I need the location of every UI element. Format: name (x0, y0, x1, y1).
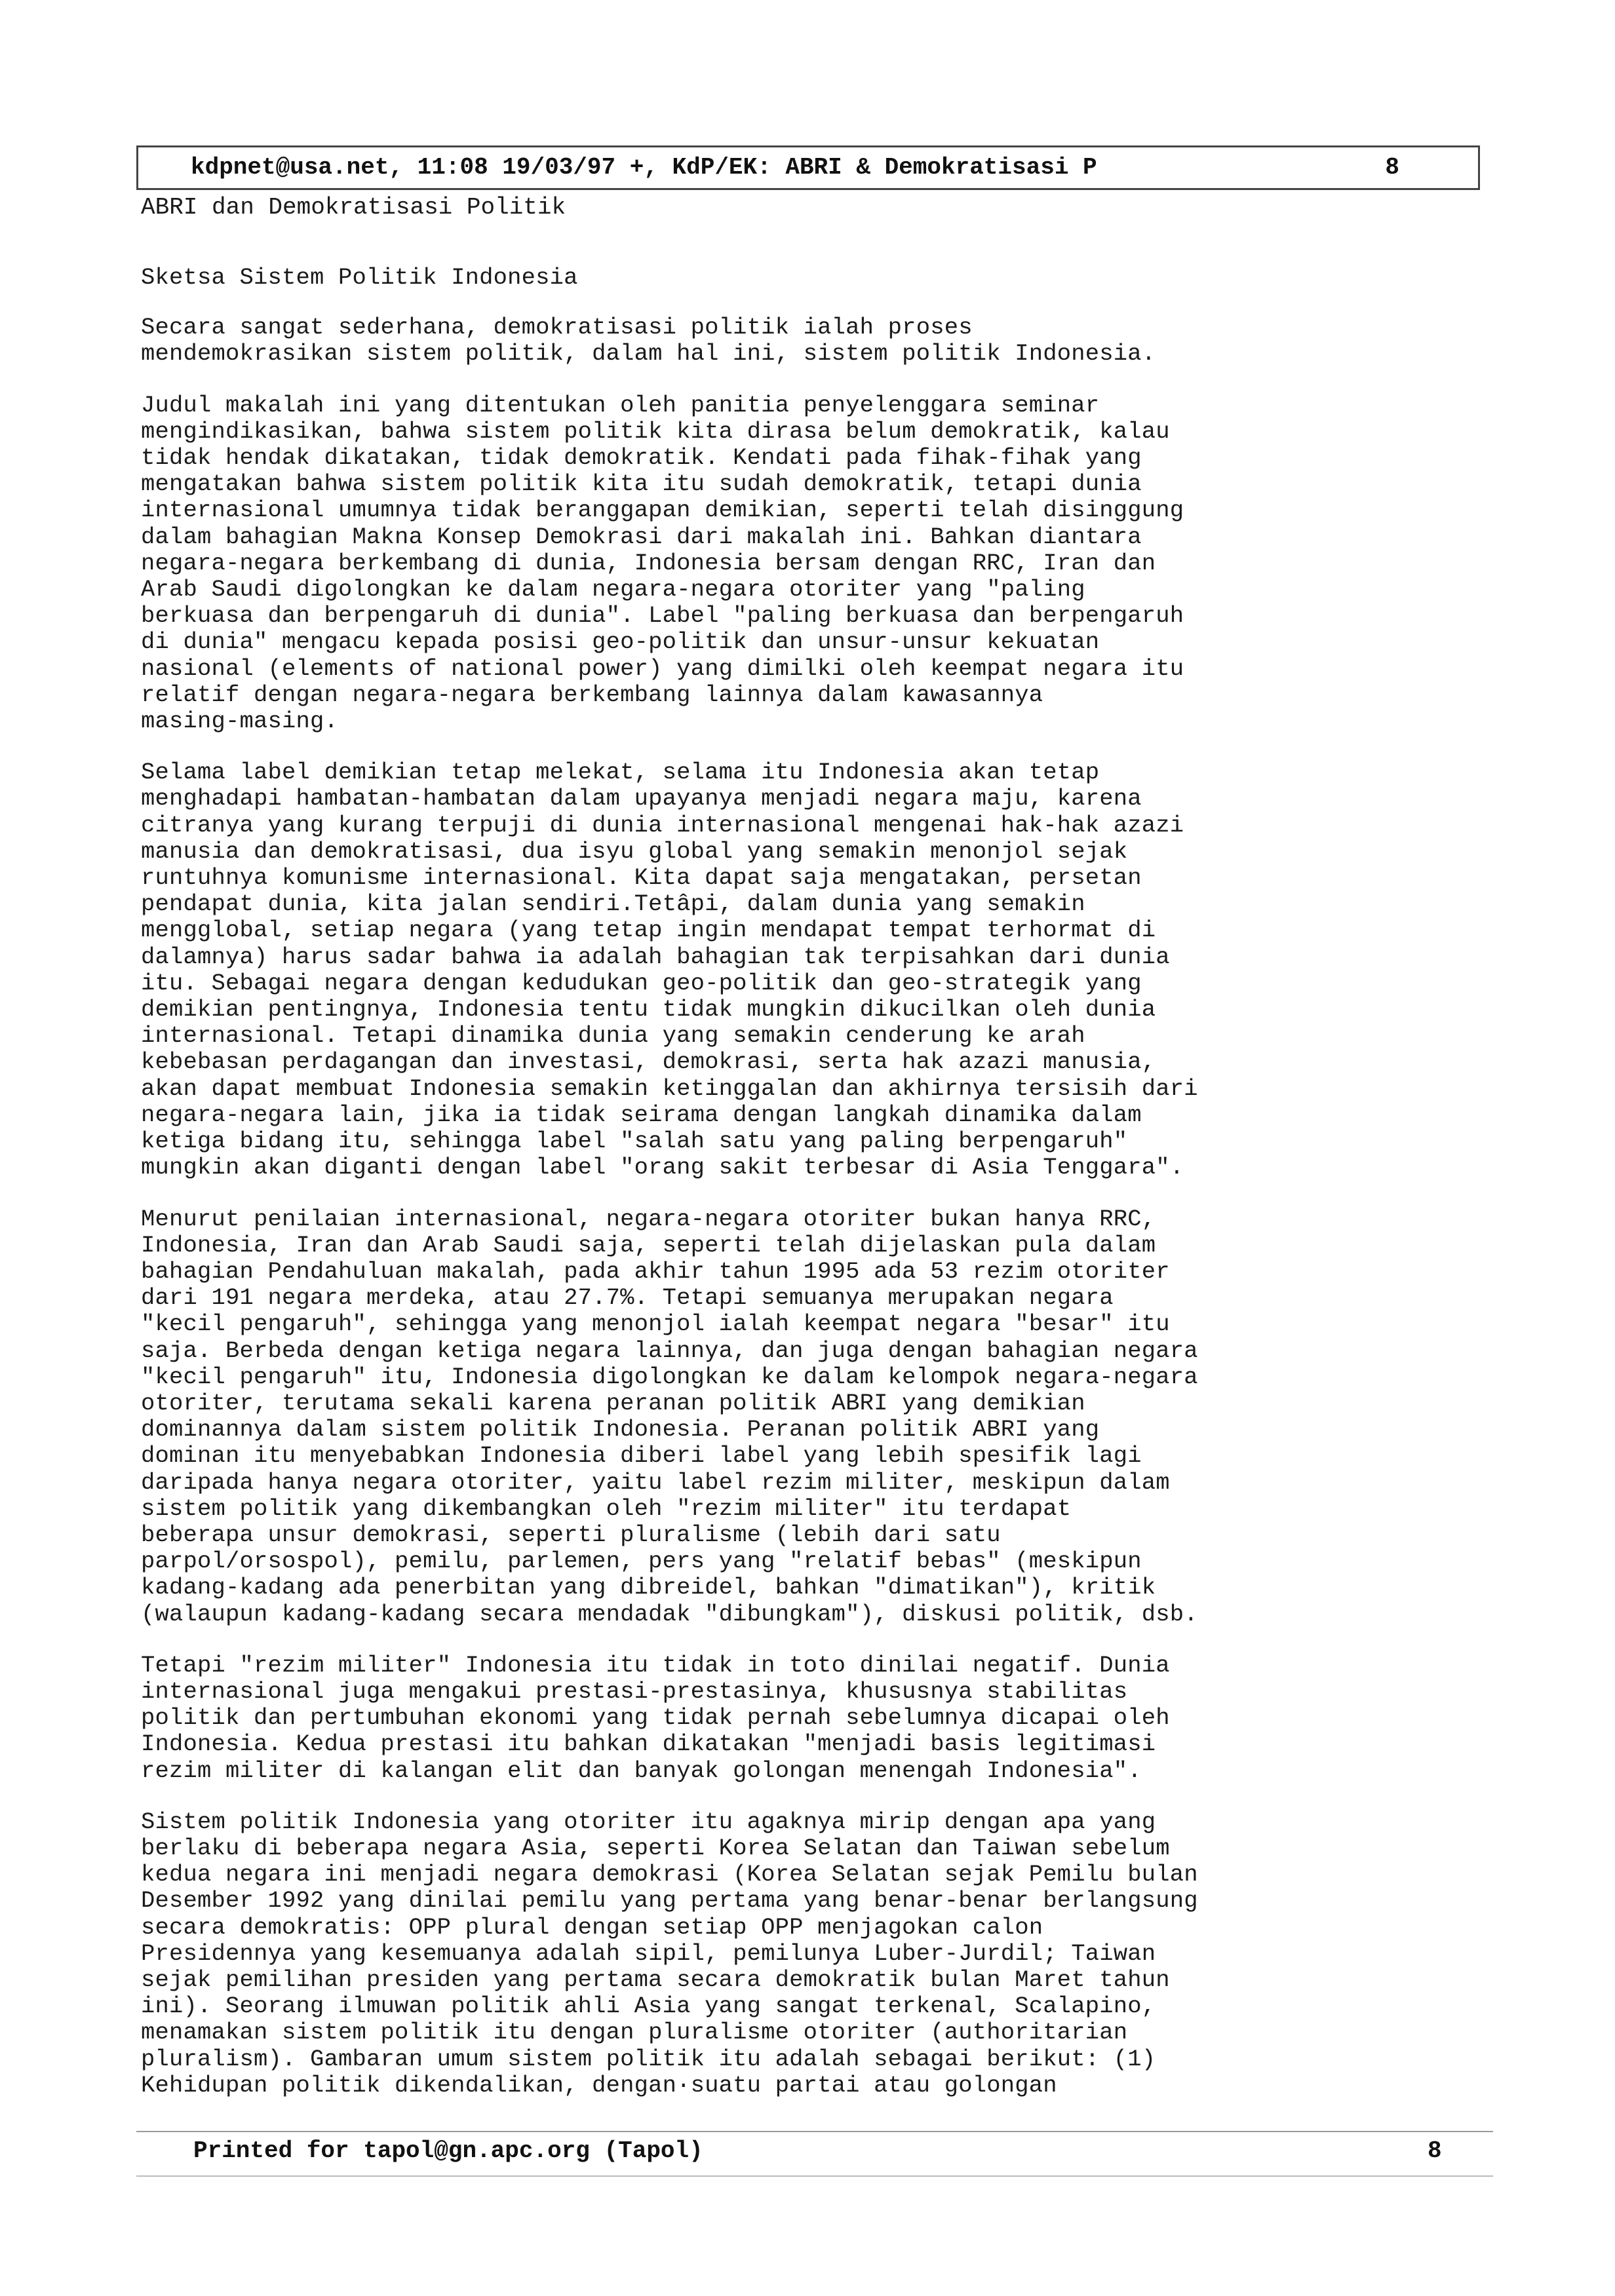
paragraph: Judul makalah ini yang ditentukan oleh panitia penyelenggara seminar mengindikasikan, bahwa sistem politik kita dirasa belum demokratik, kalau tidak hendak dikatakan, tidak demokratik. Kendati pada fihak-fihak yang mengatakan bahwa sistem politik kita itu sudah demokratik, tetapi dunia internasional umumnya tidak beranggapan demikian, seperti telah disinggung dalam bahagian Makna Konsep Demokrasi dari makalah ini. Bahkan diantara negara-negara berkembang di dunia, Indonesia bersam dengan RRC, Iran dan Arab Saudi digolongkan ke dalam negara-negara otoriter yang "paling berkuasa dan berpengaruh di dunia". Label "paling berkuasa dan berpengaruh di dunia" mengacu kepada posisi geo-politik dan unsur-unsur kekuatan nasional (elements of national power) yang dimilki oleh keempat negara itu relatif dengan negara-negara berkembang lainnya dalam kawasannya masing-masing. (141, 391, 1184, 735)
footer-divider (136, 2131, 1493, 2132)
footer-text: Printed for tapol@gn.apc.org (Tapol) (193, 2137, 703, 2164)
header-text: kdpnet@usa.net, 11:08 19/03/97 +, KdP/EK: ABRI & Demokratisasi P (191, 154, 1097, 181)
paragraph: Menurut penilaian internasional, negara-negara otoriter bukan hanya RRC, Indonesia, Iran dan Arab Saudi saja, seperti telah dijelaskan pula dalam bahagian Pendahuluan makalah, pada akhir tahun 1995 ada 53 rezim otoriter dari 191 negara merdeka, atau 27.7%. Tetapi semuanya merupakan negara "kecil pengaruh", sehingga yang menonjol ialah keempat negara "besar" itu saja. Berbeda dengan ketiga negara lainnya, dan juga dengan bahagian negara "kecil pengaruh" itu, Indonesia digolongkan ke dalam kelompok negara-negara otoriter, terutama sekali karena peranan politik ABRI yang demikian dominannya dalam sistem politik Indonesia. Peranan politik ABRI yang dominan itu menyebabkan Indonesia diberi label yang lebih spesifik lagi daripada hanya negara otoriter, yaitu label rezim militer, meskipun dalam sistem politik yang dikembangkan oleh "rezim militer" itu terdapat beberapa unsur demokrasi, seperti pluralisme (lebih dari satu parpol/orsospol), pemilu, parlemen, pers yang "relatif bebas" (meskipun kadang-kadang ada penerbitan yang dibreidel, bahkan "dimatikan"), kritik (walaupun kadang-kadang secara mendadak "dibungkam"), diskusi politik, dsb. (141, 1205, 1198, 1628)
header-page-number: 8 (1385, 154, 1399, 181)
document-title: ABRI dan Demokratisasi Politik (141, 194, 566, 221)
paragraph: Sistem politik Indonesia yang otoriter itu agaknya mirip dengan apa yang berlaku di beberapa negara Asia, seperti Korea Selatan dan Taiwan sebelum kedua negara ini menjadi negara demokrasi (Korea Selatan sejak Pemilu bulan Desember 1992 yang dinilai pemilu yang pertama yang benar-benar berlangsung secara demokratis: OPP plural dengan setiap OPP menjagokan calon Presidennya yang kesemuanya adalah sipil, pemilunya Luber-Jurdil; Taiwan sejak pemilihan presiden yang pertama secara demokratik bulan Maret tahun ini). Seorang ilmuwan politik ahli Asia yang sangat terkenal, Scalapino, menamakan sistem politik itu dengan pluralisme otoriter (authoritarian pluralism). Gambaran umum sistem politik itu adalah sebagai berikut: (1) Kehidupan politik dikendalikan, dengan·suatu partai atau golongan (141, 1808, 1198, 2099)
paragraph: Secara sangat sederhana, demokratisasi politik ialah proses mendemokrasikan sistem politik, dalam hal ini, sistem politik Indonesia. (141, 314, 1156, 368)
section-heading: Sketsa Sistem Politik Indonesia (141, 264, 578, 291)
paragraph: Tetapi "rezim militer" Indonesia itu tidak in toto dinilai negatif. Dunia internasional juga mengakui prestasi-prestasinya, khususnya stabilitas politik dan pertumbuhan ekonomi yang tidak pernah sebelumnya dicapai oleh Indonesia. Kedua prestasi itu bahkan dikatakan "menjadi basis legitimasi rezim militer di kalangan elit dan banyak golongan menengah Indonesia". (141, 1651, 1170, 1784)
print-header (136, 145, 1480, 190)
paragraph: Selama label demikian tetap melekat, selama itu Indonesia akan tetap menghadapi hambatan-hambatan dalam upayanya menjadi negara maju, karena citranya yang kurang terpuji di dunia internasional mengenai hak-hak azazi manusia dan demokratisasi, dua isyu global yang semakin menonjol sejak runtuhnya komunisme internasional. Kita dapat saja mengatakan, persetan pendapat dunia, kita jalan sendiri.Tetâpi, dalam dunia yang semakin mengglobal, setiap negara (yang tetap ingin mendapat tempat terhormat di dalamnya) harus sadar bahwa ia adalah bahagian tak terpisahkan dari dunia itu. Sebagai negara dengan kedudukan geo-politik dan geo-strategik yang demikian pentingnya, Indonesia tentu tidak mungkin dikucilkan oleh dunia internasional. Tetapi dinamika dunia yang semakin cenderung ke arah kebebasan perdagangan dan investasi, demokrasi, serta hak azazi manusia, akan dapat membuat Indonesia semakin ketinggalan dan akhirnya tersisih dari negara-negara lain, jika ia tidak seirama dengan langkah dinamika dalam ketiga bidang itu, sehingga label "salah satu yang paling berpengaruh" mungkin akan diganti dengan label "orang sakit terbesar di Asia Tenggara". (141, 759, 1198, 1181)
footer-page-number: 8 (1428, 2137, 1442, 2164)
document-body (141, 265, 1465, 2124)
footer-bottom-divider (136, 2175, 1493, 2177)
